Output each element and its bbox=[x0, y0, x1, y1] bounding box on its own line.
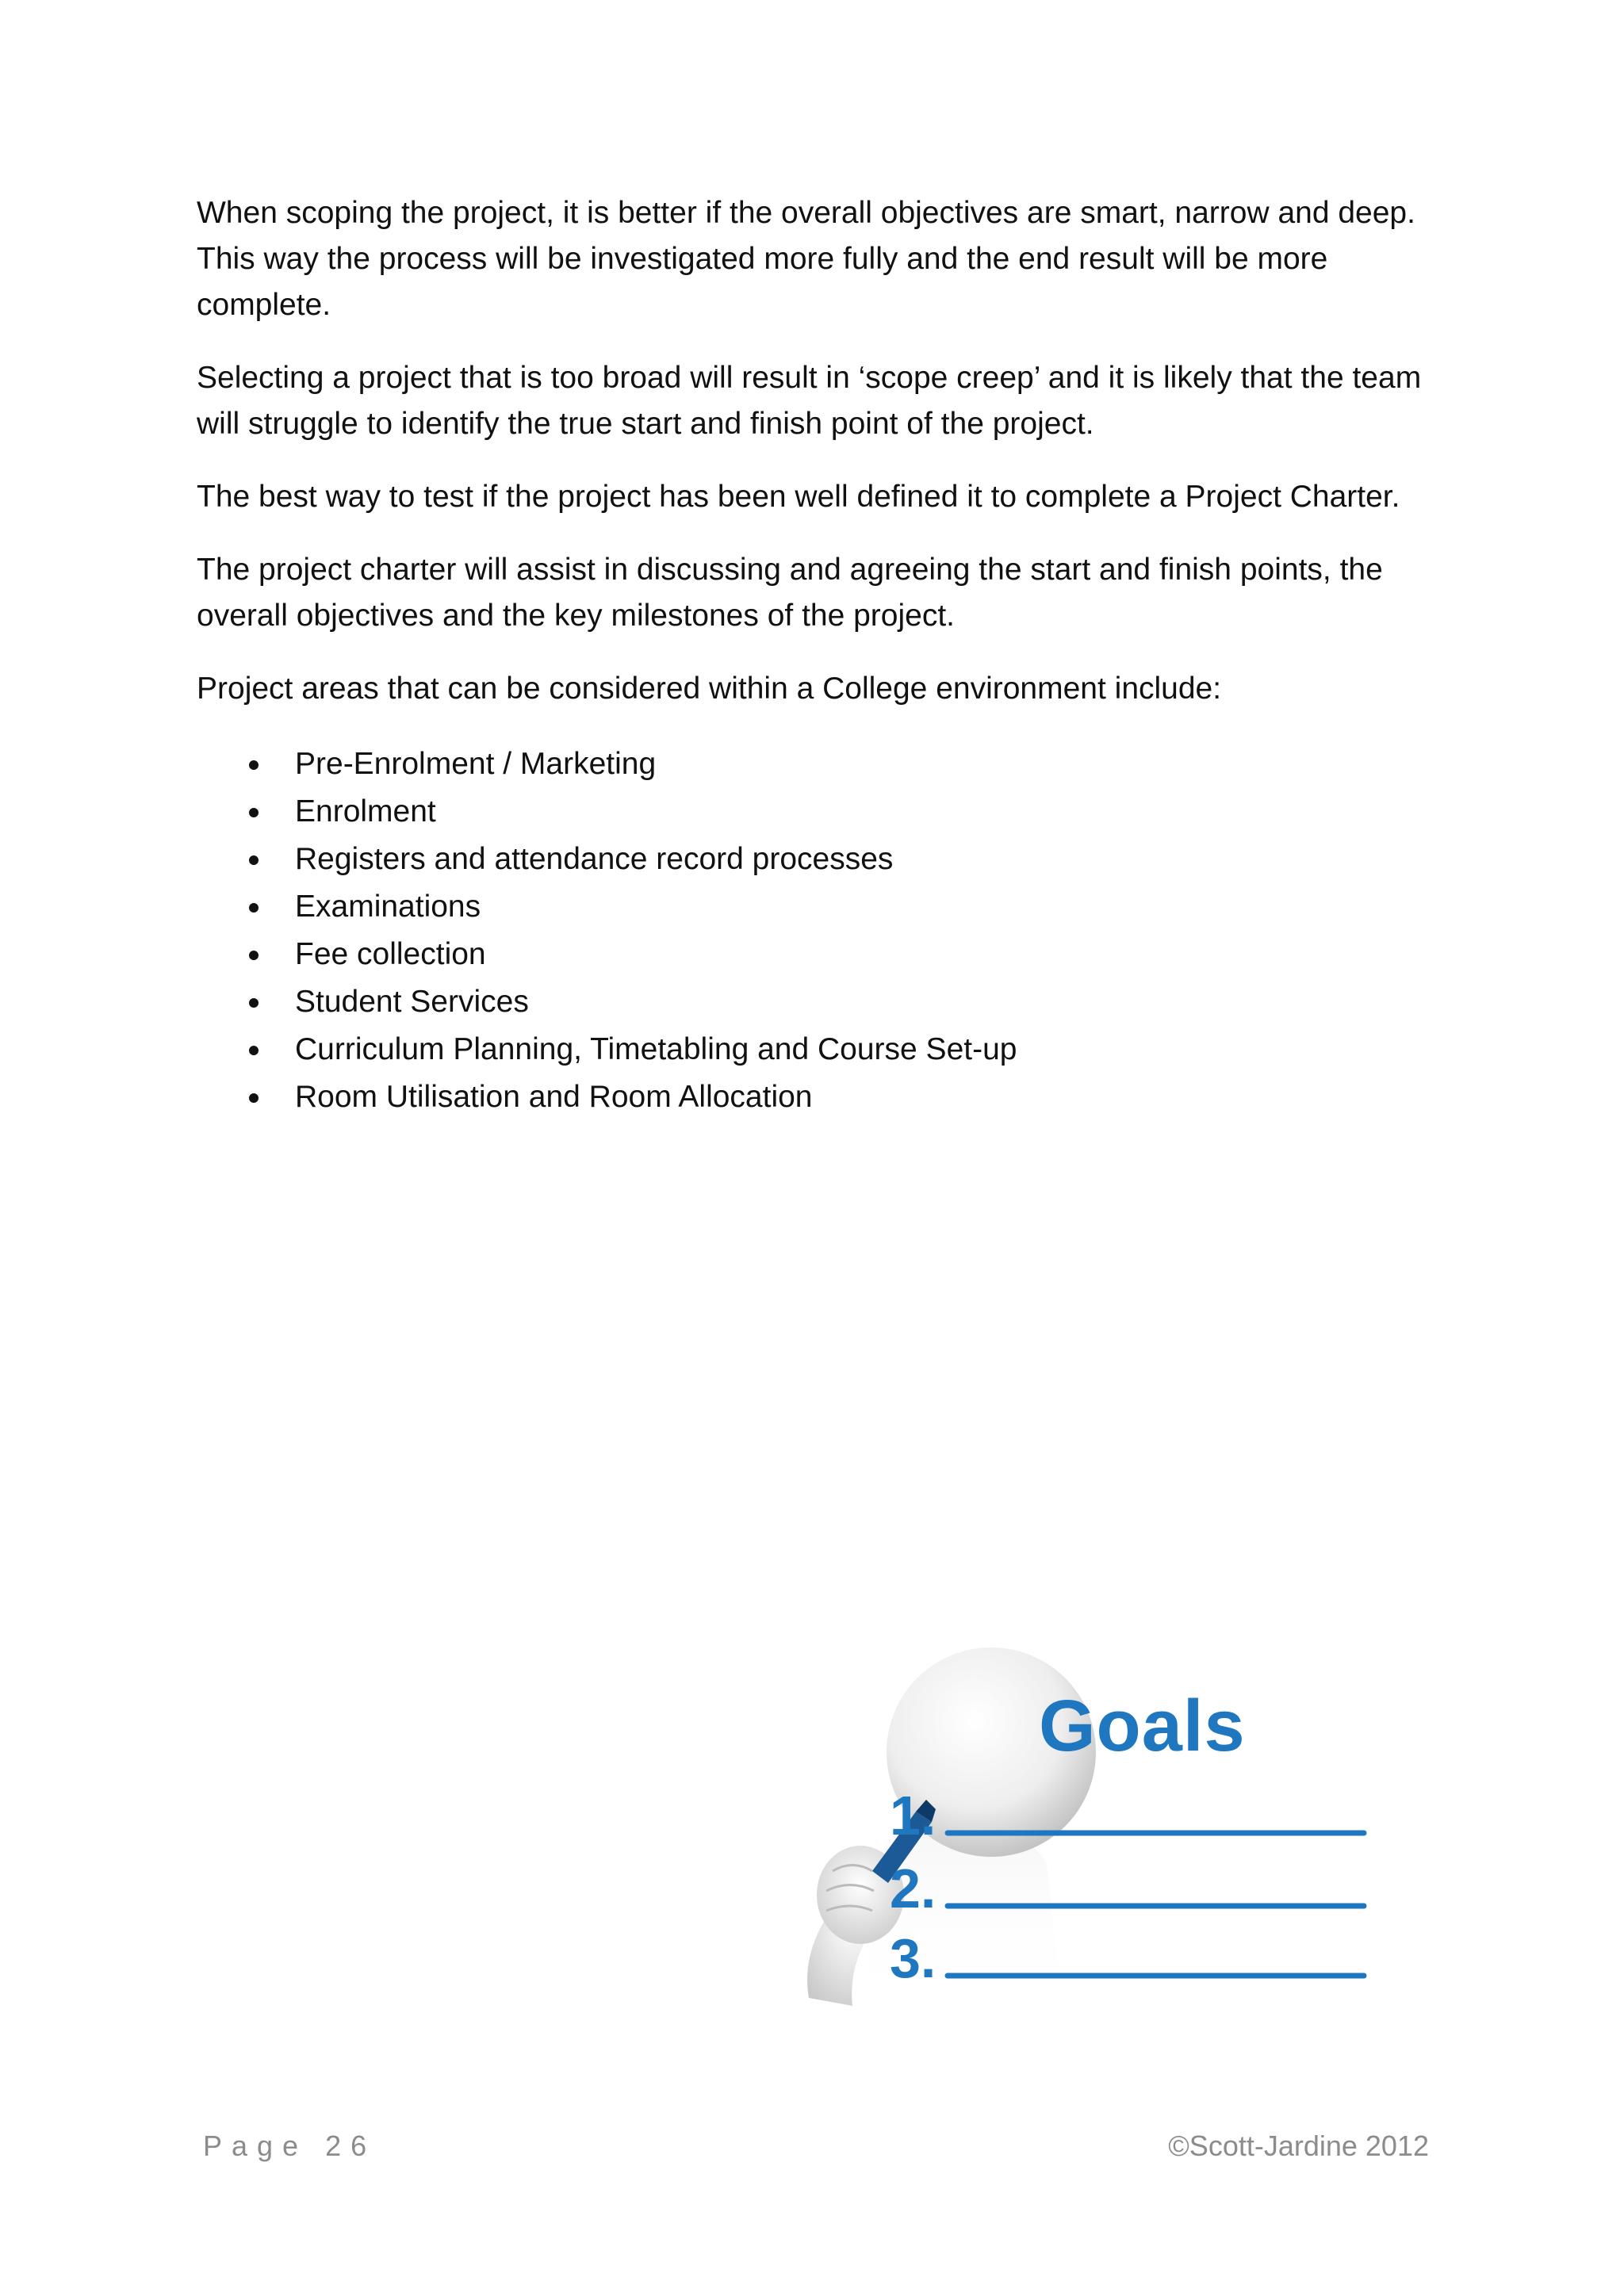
bullet-icon bbox=[249, 808, 259, 817]
project-areas-list bbox=[197, 740, 1434, 1121]
paragraph-project-areas-intro: Project areas that can be considered within a College environment include: bbox=[197, 672, 1222, 706]
page-number: Page 26 bbox=[203, 2130, 377, 2162]
goal-number-3: 3. bbox=[890, 1927, 936, 1989]
list-item bbox=[197, 1073, 1434, 1121]
goal-number-2: 2. bbox=[890, 1858, 936, 1919]
list-item bbox=[197, 1026, 1434, 1073]
bullet-icon bbox=[249, 998, 259, 1008]
goals-illustration bbox=[777, 1633, 1380, 2045]
document-body bbox=[197, 190, 1434, 1119]
list-item bbox=[197, 740, 1434, 788]
list-item-label: Room Utilisation and Room Allocation bbox=[295, 1080, 813, 1114]
copyright-notice: ©Scott-Jardine 2012 bbox=[1168, 2130, 1429, 2162]
bullet-icon bbox=[249, 760, 259, 770]
list-item-label: Pre-Enrolment / Marketing bbox=[295, 747, 657, 781]
paragraph-scoping: When scoping the project, it is better if the overall objectives are smart, narrow and deep. This way the process will be investigated more fully and the end result will be more complete. bbox=[197, 196, 1415, 322]
bullet-icon bbox=[249, 951, 259, 960]
list-item-label: Enrolment bbox=[295, 794, 436, 828]
list-item-label: Registers and attendance record processes bbox=[295, 842, 894, 876]
bullet-icon bbox=[249, 903, 259, 913]
list-item bbox=[197, 883, 1434, 931]
list-item-label: Fee collection bbox=[295, 937, 486, 971]
list-item bbox=[197, 836, 1434, 883]
list-item-label: Examinations bbox=[295, 890, 481, 924]
list-item bbox=[197, 788, 1434, 836]
paragraph-project-charter-test: The best way to test if the project has been well defined it to complete a Project Charter. bbox=[197, 480, 1400, 514]
bullet-icon bbox=[249, 855, 259, 865]
list-item-label: Student Services bbox=[295, 985, 529, 1019]
list-item bbox=[197, 978, 1434, 1026]
goal-number-1: 1. bbox=[890, 1785, 936, 1846]
goals-title: Goals bbox=[1039, 1686, 1246, 1766]
list-item bbox=[197, 931, 1434, 978]
bullet-icon bbox=[249, 1046, 259, 1055]
list-item-label: Curriculum Planning, Timetabling and Course Set-up bbox=[295, 1032, 1017, 1066]
paragraph-scope-creep: Selecting a project that is too broad will result in ‘scope creep’ and it is likely that the team will struggle to identify the true start and finish point of the project. bbox=[197, 361, 1422, 441]
bullet-icon bbox=[249, 1093, 259, 1103]
paragraph-project-charter-purpose: The project charter will assist in discussing and agreeing the start and finish points, the overall objectives and the key milestones of the project. bbox=[197, 553, 1383, 633]
